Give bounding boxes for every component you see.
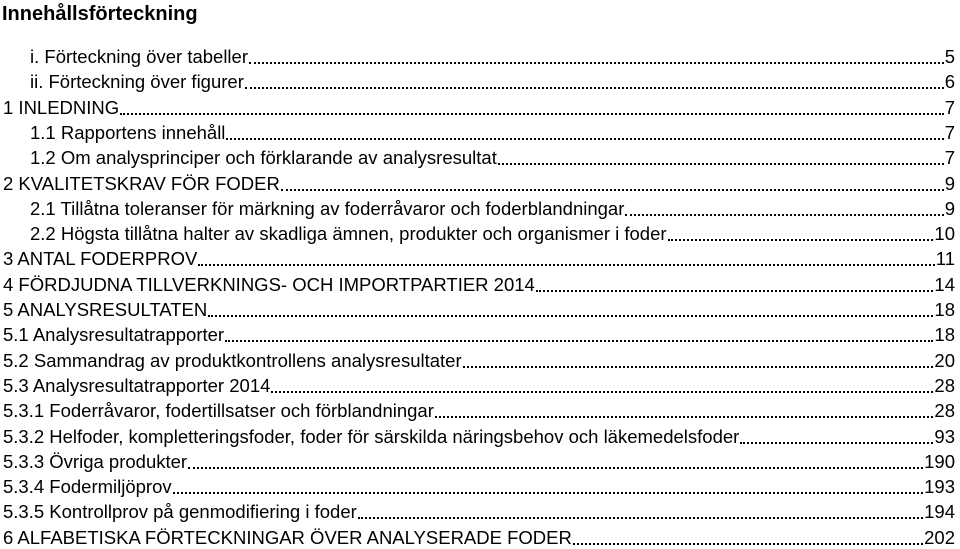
toc-entry-label: 3 ANTAL FODERPROV: [3, 248, 198, 270]
toc-entry-page: 7: [944, 147, 955, 169]
toc-entry[interactable]: [3, 94, 955, 119]
toc-entry-label: 5.3 Analysresultatrapporter 2014: [3, 374, 271, 396]
toc-entry-page: 6: [944, 71, 955, 93]
toc-entry[interactable]: [3, 245, 955, 270]
dot-leader: [435, 415, 934, 418]
toc-entry[interactable]: [3, 170, 955, 195]
toc-entry[interactable]: [30, 119, 955, 144]
toc-entry-page: 5: [944, 46, 955, 67]
toc-entry-label: 5.2 Sammandrag av produktkontrollens analysresultater: [3, 349, 462, 371]
toc-heading: Innehållsförteckning: [2, 3, 198, 25]
toc-entry[interactable]: [3, 423, 955, 448]
toc-entry-label: 4 FÖRDJUDNA TILLVERKNINGS- OCH IMPORTPARTIER 2014: [3, 273, 535, 295]
toc-entry[interactable]: [3, 271, 955, 296]
dot-leader: [281, 188, 944, 191]
toc-entry-label: 6 ALFABETISKA FÖRTECKNINGAR ÖVER ANALYSERADE FODER: [3, 526, 572, 548]
toc-entry-page: 93: [934, 425, 955, 447]
toc-entry[interactable]: [3, 321, 955, 346]
dot-leader: [249, 61, 944, 64]
toc-entry[interactable]: [3, 524, 955, 549]
toc-entry-label: 5.3.1 Foderråvaror, fodertillsatser och förblandningar: [3, 400, 434, 422]
dot-leader: [245, 86, 944, 89]
toc-entry-page: 194: [924, 501, 955, 523]
toc-entry-page: 7: [944, 96, 955, 118]
toc-entry-label: 5.1 Analysresultatrapporter: [3, 324, 225, 346]
toc-entry-label: 2.2 Högsta tillåtna halter av skadliga ämnen, produkter och organismer i foder: [30, 223, 667, 245]
toc-entry-label: 1 INLEDNING: [3, 96, 120, 118]
toc-entry-label: 5.3.3 Övriga produkter: [3, 450, 188, 472]
toc-entry[interactable]: [30, 144, 955, 169]
toc-entry-label: ii. Förteckning över figurer: [30, 71, 244, 93]
dot-leader: [198, 263, 934, 266]
toc-entry-page: 193: [924, 476, 955, 498]
dot-leader: [463, 365, 934, 368]
toc-entry[interactable]: [3, 473, 955, 498]
toc-entry-page: 28: [934, 374, 955, 396]
toc-entry[interactable]: [30, 195, 955, 220]
toc-entry-label: 5.3.2 Helfoder, kompletteringsfoder, foder för särskilda näringsbehov och läkemedelsfoder: [3, 425, 740, 447]
toc-entry-page: 14: [934, 273, 955, 295]
dot-leader: [536, 289, 934, 292]
dot-leader: [226, 137, 943, 140]
dot-leader: [173, 491, 923, 494]
dot-leader: [498, 162, 944, 165]
toc-entry-page: 18: [934, 299, 955, 320]
toc-entry[interactable]: [3, 397, 955, 422]
toc-entry-page: 28: [934, 400, 955, 422]
toc-entry-page: 9: [944, 197, 955, 219]
dot-leader: [625, 213, 943, 216]
toc-entry[interactable]: [3, 372, 955, 397]
toc-entry-page: 9: [944, 172, 955, 194]
toc-entry[interactable]: [30, 43, 955, 68]
toc-entry[interactable]: [3, 498, 955, 523]
toc-entry-page: 190: [924, 450, 955, 472]
dot-leader: [358, 516, 923, 519]
toc-entry-label: 5.3.4 Fodermiljöprov: [3, 476, 172, 498]
toc-entry-page: 10: [934, 223, 955, 245]
toc-entry-label: 5 ANALYSRESULTATEN: [3, 299, 208, 320]
toc-entry-label: 2.1 Tillåtna toleranser för märkning av foderråvaror och foderblandningar: [30, 197, 625, 219]
toc-entry-label: 5.3.5 Kontrollprov på genmodifiering i foder: [3, 501, 357, 523]
dot-leader: [668, 238, 934, 241]
toc-entry-label: 1.1 Rapportens innehåll: [30, 121, 226, 143]
toc-entry[interactable]: [30, 220, 955, 245]
dot-leader: [573, 542, 923, 545]
dot-leader: [271, 390, 933, 393]
toc-entry-page: 7: [944, 121, 955, 143]
toc-entry[interactable]: [30, 68, 955, 93]
toc-entry[interactable]: [3, 296, 955, 321]
dot-leader: [188, 466, 923, 469]
toc-entry-page: 18: [934, 324, 955, 346]
toc-entry-label: 1.2 Om analysprinciper och förklarande av analysresultat: [30, 147, 497, 169]
toc-entry-label: 2 KVALITETSKRAV FÖR FODER: [3, 172, 280, 194]
toc-entry[interactable]: [3, 347, 955, 372]
toc-entry-page: 11: [935, 248, 955, 270]
toc-entry-label: i. Förteckning över tabeller: [30, 46, 248, 67]
toc-entry-page: 20: [934, 349, 955, 371]
toc-entry[interactable]: [3, 448, 955, 473]
dot-leader: [225, 339, 933, 342]
dot-leader: [740, 441, 933, 444]
toc-entry-page: 202: [924, 526, 955, 548]
dot-leader: [120, 112, 944, 115]
dot-leader: [208, 314, 933, 317]
